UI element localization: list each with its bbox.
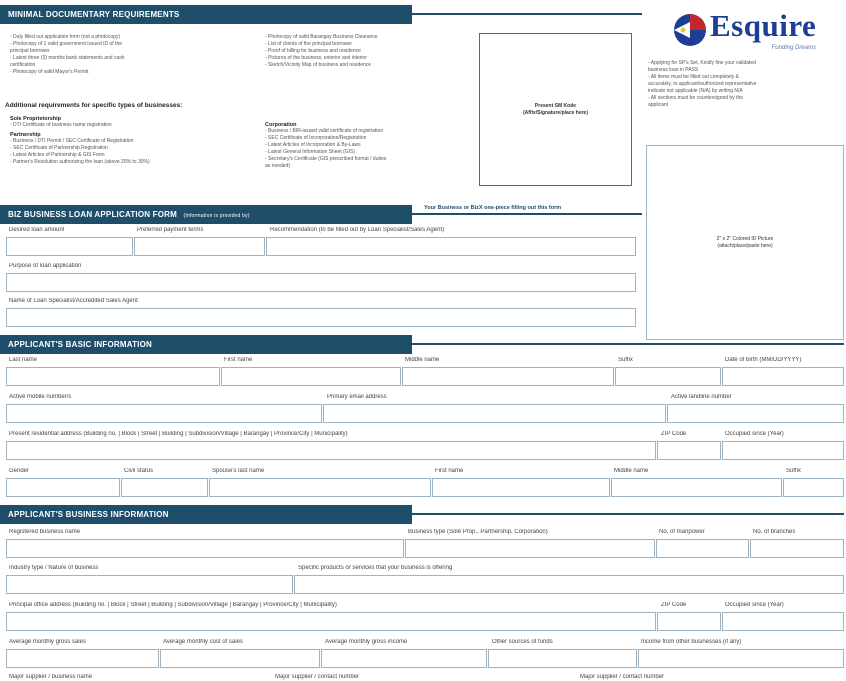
spouse-last-label: Spouse's last name (212, 468, 265, 474)
avg-cost-label: Average monthly cost of sales (163, 639, 243, 645)
dob-field[interactable] (722, 367, 844, 386)
req-item: - Duly filled out application form (not a photocopy) (10, 34, 121, 40)
spouse-middle-field[interactable] (611, 478, 782, 497)
brand-tagline: Funding Dreams (771, 45, 816, 51)
spouse-first-label: First name (435, 468, 464, 474)
purpose-field[interactable] (6, 273, 636, 292)
avg-sales-field[interactable] (6, 649, 159, 668)
address-label: Present residential address (Building no. | Block | Street | Building | Subdivision/Village | Barangay | Province/City | Municipality) (9, 431, 348, 437)
branches-field[interactable] (750, 539, 844, 558)
req-item: - Photocopy of valid Mayor's Permit (10, 69, 89, 75)
middle-name-label: Middle name (405, 357, 440, 363)
corporation-title: Corporation (265, 122, 297, 128)
occupied-since-label: Occupied since (Year) (725, 431, 784, 437)
manpower-field[interactable] (656, 539, 749, 558)
signature-box-label: Present SM Kode (Affix/Signature/place here) (522, 102, 588, 116)
office-address-label: Principal office address (Building no. | Block | Street | Building | Subdivision/Village | Barangay | Province/City | Municipality) (9, 602, 337, 608)
req-item: - List of clients of the principal borrower (265, 41, 352, 47)
req-item: - Business / BIR-issued valid certificate of registration (265, 128, 384, 134)
additional-requirements-title: Additional requirements for specific types of businesses: (5, 102, 183, 109)
partnership-title: Partnership (10, 132, 41, 138)
loan-form-header-line (412, 213, 642, 215)
req-item: - SEC Certificate of Partnership Registration (10, 145, 108, 151)
flag-emblem-icon (672, 12, 708, 48)
esquire-logo (672, 8, 822, 56)
corporation-block (265, 122, 475, 170)
note-item: - Applying for SP's Set, Kindly fine your validated (648, 60, 756, 66)
email-label: Primary email address (327, 394, 387, 400)
purpose-label: Purpose of loan application (9, 263, 82, 269)
note-item: applicant (648, 102, 669, 108)
sole-prop-block (10, 116, 250, 166)
application-notes (648, 60, 843, 109)
industry-field[interactable] (6, 575, 293, 594)
note-item: - All items must be filled out completely & (648, 74, 739, 80)
requirements-header: MINIMAL DOCUMENTARY REQUIREMENTS (0, 5, 412, 24)
email-field[interactable] (323, 404, 666, 423)
other-income-label: Income from other businesses (if any) (641, 639, 742, 645)
civil-status-field[interactable] (121, 478, 208, 497)
gender-field[interactable] (6, 478, 120, 497)
business-type-label: Business type (Sole Prop., Partnership, Corporation) (408, 529, 548, 535)
req-item: - DTI Certificate of business name registration (10, 122, 112, 128)
loan-form-subtitle: (Information is provided by) (183, 213, 250, 219)
sole-prop-title: Sole Proprietorship (10, 116, 62, 122)
req-item: as needed) (265, 163, 291, 169)
req-item: certification (10, 62, 36, 68)
req-item: - Latest Articles of Incorporation & By-Laws (265, 142, 361, 148)
registered-name-field[interactable] (6, 539, 404, 558)
req-item: principal borrower (10, 48, 50, 54)
signature-photo-box[interactable] (479, 33, 632, 186)
loan-form-header (0, 205, 412, 224)
requirements-header-line (412, 13, 642, 15)
occupied-since-field[interactable] (722, 441, 844, 460)
spouse-first-field[interactable] (432, 478, 610, 497)
dob-label: Date of birth (MM/DD/YYYY) (725, 357, 802, 363)
last-name-label: Last name (9, 357, 38, 363)
products-field[interactable] (294, 575, 844, 594)
desired-amount-label: Desired loan amount (9, 227, 65, 233)
req-item: - Pictures of the business, exterior and interior (265, 55, 367, 61)
note-item: indicate not applicable (N/A) by writing N/A (648, 88, 743, 94)
business-info-header: APPLICANT'S BUSINESS INFORMATION (0, 505, 412, 524)
recommendation-label: Recommendation (to be filled out by Loan Specialist/Sales Agent) (270, 227, 445, 233)
business-occupied-label: Occupied since (Year) (725, 602, 784, 608)
req-item: - Latest three (3) months bank statements and cash (10, 55, 125, 61)
landline-label: Active landline number (671, 394, 732, 400)
other-funds-label: Other sources of funds (492, 639, 553, 645)
req-item: - Business / DTI Permit / SEC Certificate of Registration (10, 138, 134, 144)
mobile-field[interactable] (6, 404, 322, 423)
req-item: - Photocopy of valid Barangay Business Clearance (265, 34, 378, 40)
spouse-last-field[interactable] (209, 478, 431, 497)
supplier-contact-label: Major supplier / contact number (275, 674, 360, 680)
req-item: - Latest Articles of Partnership & GIS Form (10, 152, 105, 158)
business-zip-label: ZIP Code (661, 602, 687, 608)
spouse-middle-label: Middle name (614, 468, 649, 474)
business-info-header-line (412, 513, 844, 515)
note-item: - All sections must be countersigned by the (648, 95, 744, 101)
avg-income-field[interactable] (321, 649, 487, 668)
req-item: - Partner's Resolution authorizing the loan (above 20% to 30%) (10, 159, 150, 165)
spouse-suffix-field[interactable] (783, 478, 844, 497)
mobile-label: Active mobile number/s (9, 394, 72, 400)
basic-info-header-line (412, 343, 844, 345)
civil-status-label: Civil status (124, 468, 154, 474)
note-item: business loan in PASS (648, 67, 699, 73)
loan-form-instruction: Your Business or BizX one-piece filling out this form (424, 205, 562, 211)
business-zip-field[interactable] (657, 612, 721, 631)
spouse-suffix-label: Suffix (786, 468, 801, 474)
req-item: - Latest General Information Sheet (GIS) (265, 149, 356, 155)
last-name-field[interactable] (6, 367, 220, 386)
other-income-field[interactable] (638, 649, 844, 668)
agent-name-field[interactable] (6, 308, 636, 327)
avg-income-label: Average monthly gross income (325, 639, 408, 645)
other-funds-field[interactable] (488, 649, 637, 668)
supplier-contact-label-2: Major supplier / contact number (580, 674, 665, 680)
suffix-label: Suffix (618, 357, 633, 363)
first-name-label: First name (224, 357, 253, 363)
req-item: - Sketch/Vicinity Map of business and residence (265, 62, 372, 68)
address-field[interactable] (6, 441, 656, 460)
manpower-label: No. of manpower (659, 529, 705, 535)
requirements-col2 (265, 34, 475, 69)
industry-label: Industry type / Nature of business (9, 565, 99, 571)
req-item: - Photocopy of 1 valid government issued ID of the (10, 41, 123, 47)
suffix-field[interactable] (615, 367, 721, 386)
requirements-col1 (10, 34, 240, 76)
gender-label: Gender (9, 468, 30, 474)
agent-name-label: Name of Loan Specialist/Accredited Sales Agent (9, 298, 138, 304)
business-type-field[interactable] (405, 539, 655, 558)
payment-terms-field[interactable] (134, 237, 265, 256)
first-name-field[interactable] (221, 367, 401, 386)
req-item: - SEC Certificate of Incorporation/Registration (265, 135, 367, 141)
office-address-field[interactable] (6, 612, 656, 631)
zip-field[interactable] (657, 441, 721, 460)
business-occupied-field[interactable] (722, 612, 844, 631)
loan-form-title: BIZ BUSINESS LOAN APPLICATION FORM (8, 210, 178, 219)
registered-name-label: Registered business name (9, 529, 81, 535)
brand-name: Esquire (710, 8, 817, 43)
zip-label: ZIP Code (661, 431, 687, 437)
basic-info-header: APPLICANT'S BASIC INFORMATION (0, 335, 412, 354)
landline-field[interactable] (667, 404, 844, 423)
branches-label: No. of branches (753, 529, 796, 535)
req-item: - Secretary's Certificate (GIS prescribed format / duties (265, 156, 387, 162)
avg-cost-field[interactable] (160, 649, 320, 668)
supplier-name-label: Major supplier / business name (9, 674, 93, 680)
id-picture-label: 2" x 2" Colored ID Picture (attach/place/paste here) (716, 235, 774, 249)
recommendation-field[interactable] (266, 237, 636, 256)
products-label: Specific products or services that your business is offering (298, 565, 453, 571)
avg-sales-label: Average monthly gross sales (9, 639, 86, 645)
id-picture-box[interactable] (646, 145, 844, 340)
req-item: - Proof of billing for business and residence (265, 48, 361, 54)
payment-terms-label: Preferred payment terms (137, 227, 204, 233)
middle-name-field[interactable] (402, 367, 614, 386)
note-item: accurately, to applicant/authorized representative (648, 81, 757, 87)
desired-amount-field[interactable] (6, 237, 133, 256)
